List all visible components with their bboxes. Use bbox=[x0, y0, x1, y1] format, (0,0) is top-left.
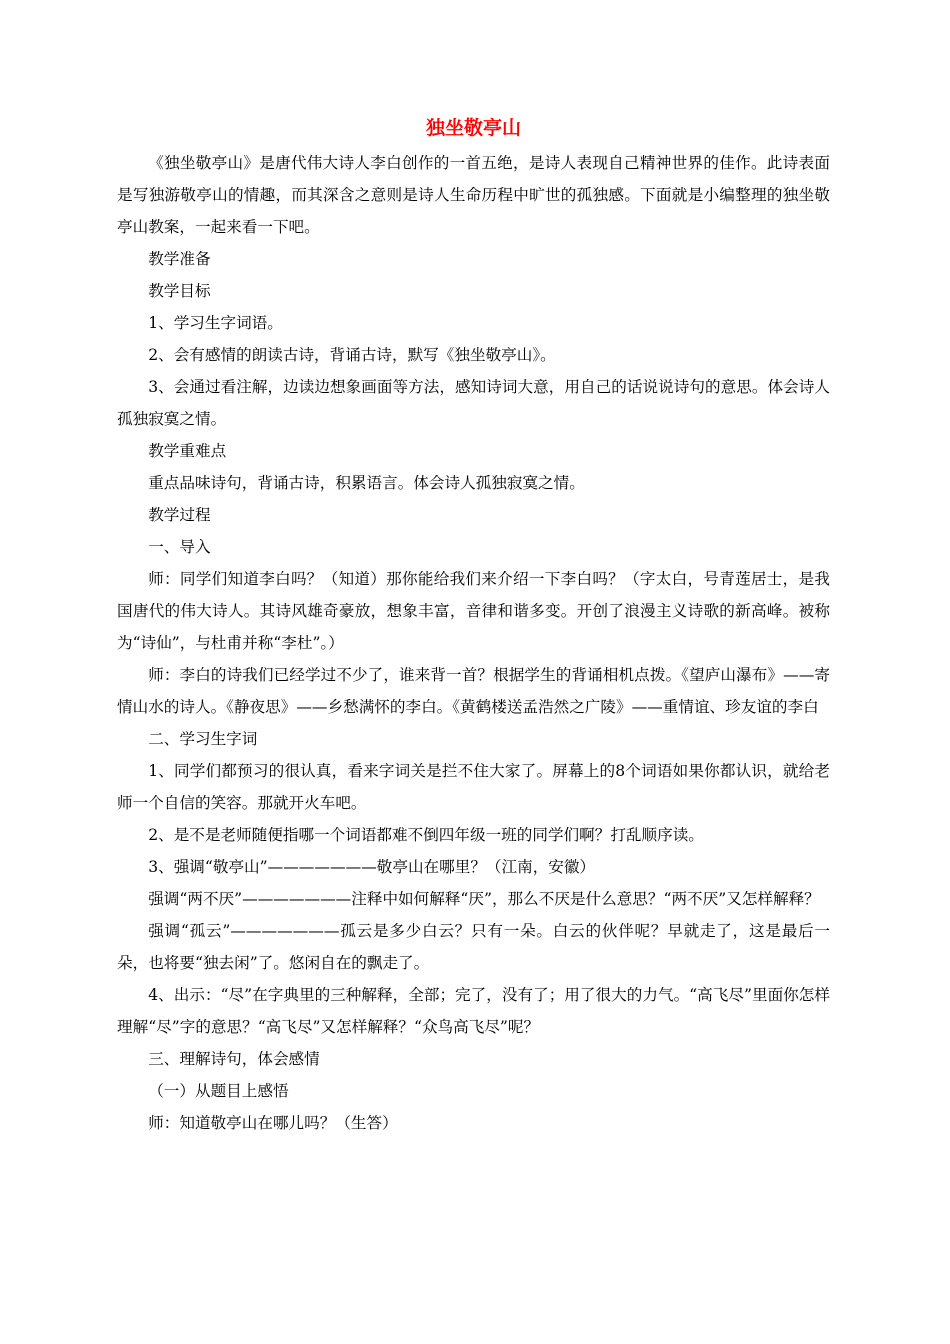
intro-paragraph: 《独坐敬亭山》是唐代伟大诗人李白创作的一首五绝，是诗人表现自己精神世界的佳作。此诗表面是写独游敬亭山的情趣，而其深含之意则是诗人生命历程中旷世的孤独感。下面就是小编整理的独坐敬亭山教案，一起来看一下吧。 bbox=[117, 154, 830, 236]
vocabulary-item-1: 1、同学们都预习的很认真，看来字词关是拦不住大家了。屏幕上的8个词语如果你都认识，就给老师一个自信的笑容。那就开火车吧。 bbox=[117, 762, 830, 812]
key-points-paragraph: 重点品味诗句，背诵古诗，积累语言。体会诗人孤独寂寞之情。 bbox=[148, 474, 585, 492]
vocabulary-emphasis-paragraph: 强调“两不厌”———————注释中如何解释“厌”，那么不厌是什么意思？“两不厌”又怎样解释？ bbox=[148, 890, 820, 908]
step-heading-vocabulary: 二、学习生字词 bbox=[148, 730, 258, 748]
objective-item-2: 2、会有感情的朗读古诗，背诵古诗，默写《独坐敬亭山》。 bbox=[148, 346, 556, 364]
section-heading-key-points: 教学重难点 bbox=[148, 442, 227, 460]
vocabulary-emphasis-paragraph: 强调“孤云”———————孤云是多少白云？只有一朵。白云的伙伴呢？早就走了，这是最后一朵，也将要“独去闲”了。悠闲自在的飘走了。 bbox=[117, 922, 830, 972]
document-title: 独坐敬亭山 bbox=[425, 117, 521, 139]
document-page bbox=[117, 112, 830, 1139]
teacher-dialogue-paragraph: 师：李白的诗我们已经学过不少了，谁来背一首？根据学生的背诵相机点拨。《望庐山瀑布》——寄情山水的诗人。《静夜思》——乡愁满怀的李白。《黄鹤楼送孟浩然之广陵》——重情谊、珍友谊的李白 bbox=[117, 666, 830, 716]
section-heading-preparation: 教学准备 bbox=[148, 250, 211, 268]
objective-item-1: 1、学习生字词语。 bbox=[148, 314, 283, 332]
vocabulary-item-2: 2、是不是老师随便指哪一个词语都难不倒四年级一班的同学们啊？打乱顺序读。 bbox=[148, 826, 704, 844]
teacher-dialogue-paragraph: 师：知道敬亭山在哪儿吗？（生答） bbox=[148, 1114, 398, 1132]
section-heading-process: 教学过程 bbox=[148, 506, 211, 524]
vocabulary-item-3: 3、强调“敬亭山”———————敬亭山在哪里？（江南，安徽） bbox=[148, 858, 596, 876]
objective-item-3: 3、会通过看注解，边读边想象画面等方法，感知诗词大意，用自己的话说说诗句的意思。体会诗人孤独寂寞之情。 bbox=[117, 378, 830, 428]
step-heading-introduction: 一、导入 bbox=[148, 538, 211, 556]
section-heading-objectives: 教学目标 bbox=[148, 282, 211, 300]
vocabulary-item-4: 4、出示：“尽”在字典里的三种解释，全部；完了，没有了；用了很大的力气。“高飞尽”里面你怎样理解“尽”字的意思？“高飞尽”又怎样解释？“众鸟高飞尽”呢？ bbox=[117, 986, 830, 1036]
step-heading-understanding: 三、理解诗句，体会感情 bbox=[148, 1050, 320, 1068]
sub-heading-from-title: （一）从题目上感悟 bbox=[148, 1082, 289, 1100]
teacher-dialogue-paragraph: 师：同学们知道李白吗？（知道）那你能给我们来介绍一下李白吗？（字太白，号青莲居士，是我国唐代的伟大诗人。其诗风雄奇豪放，想象丰富，音律和谐多变。开创了浪漫主义诗歌的新高峰。被称为“诗仙”，与杜甫并称“李杜”。） bbox=[117, 570, 830, 652]
